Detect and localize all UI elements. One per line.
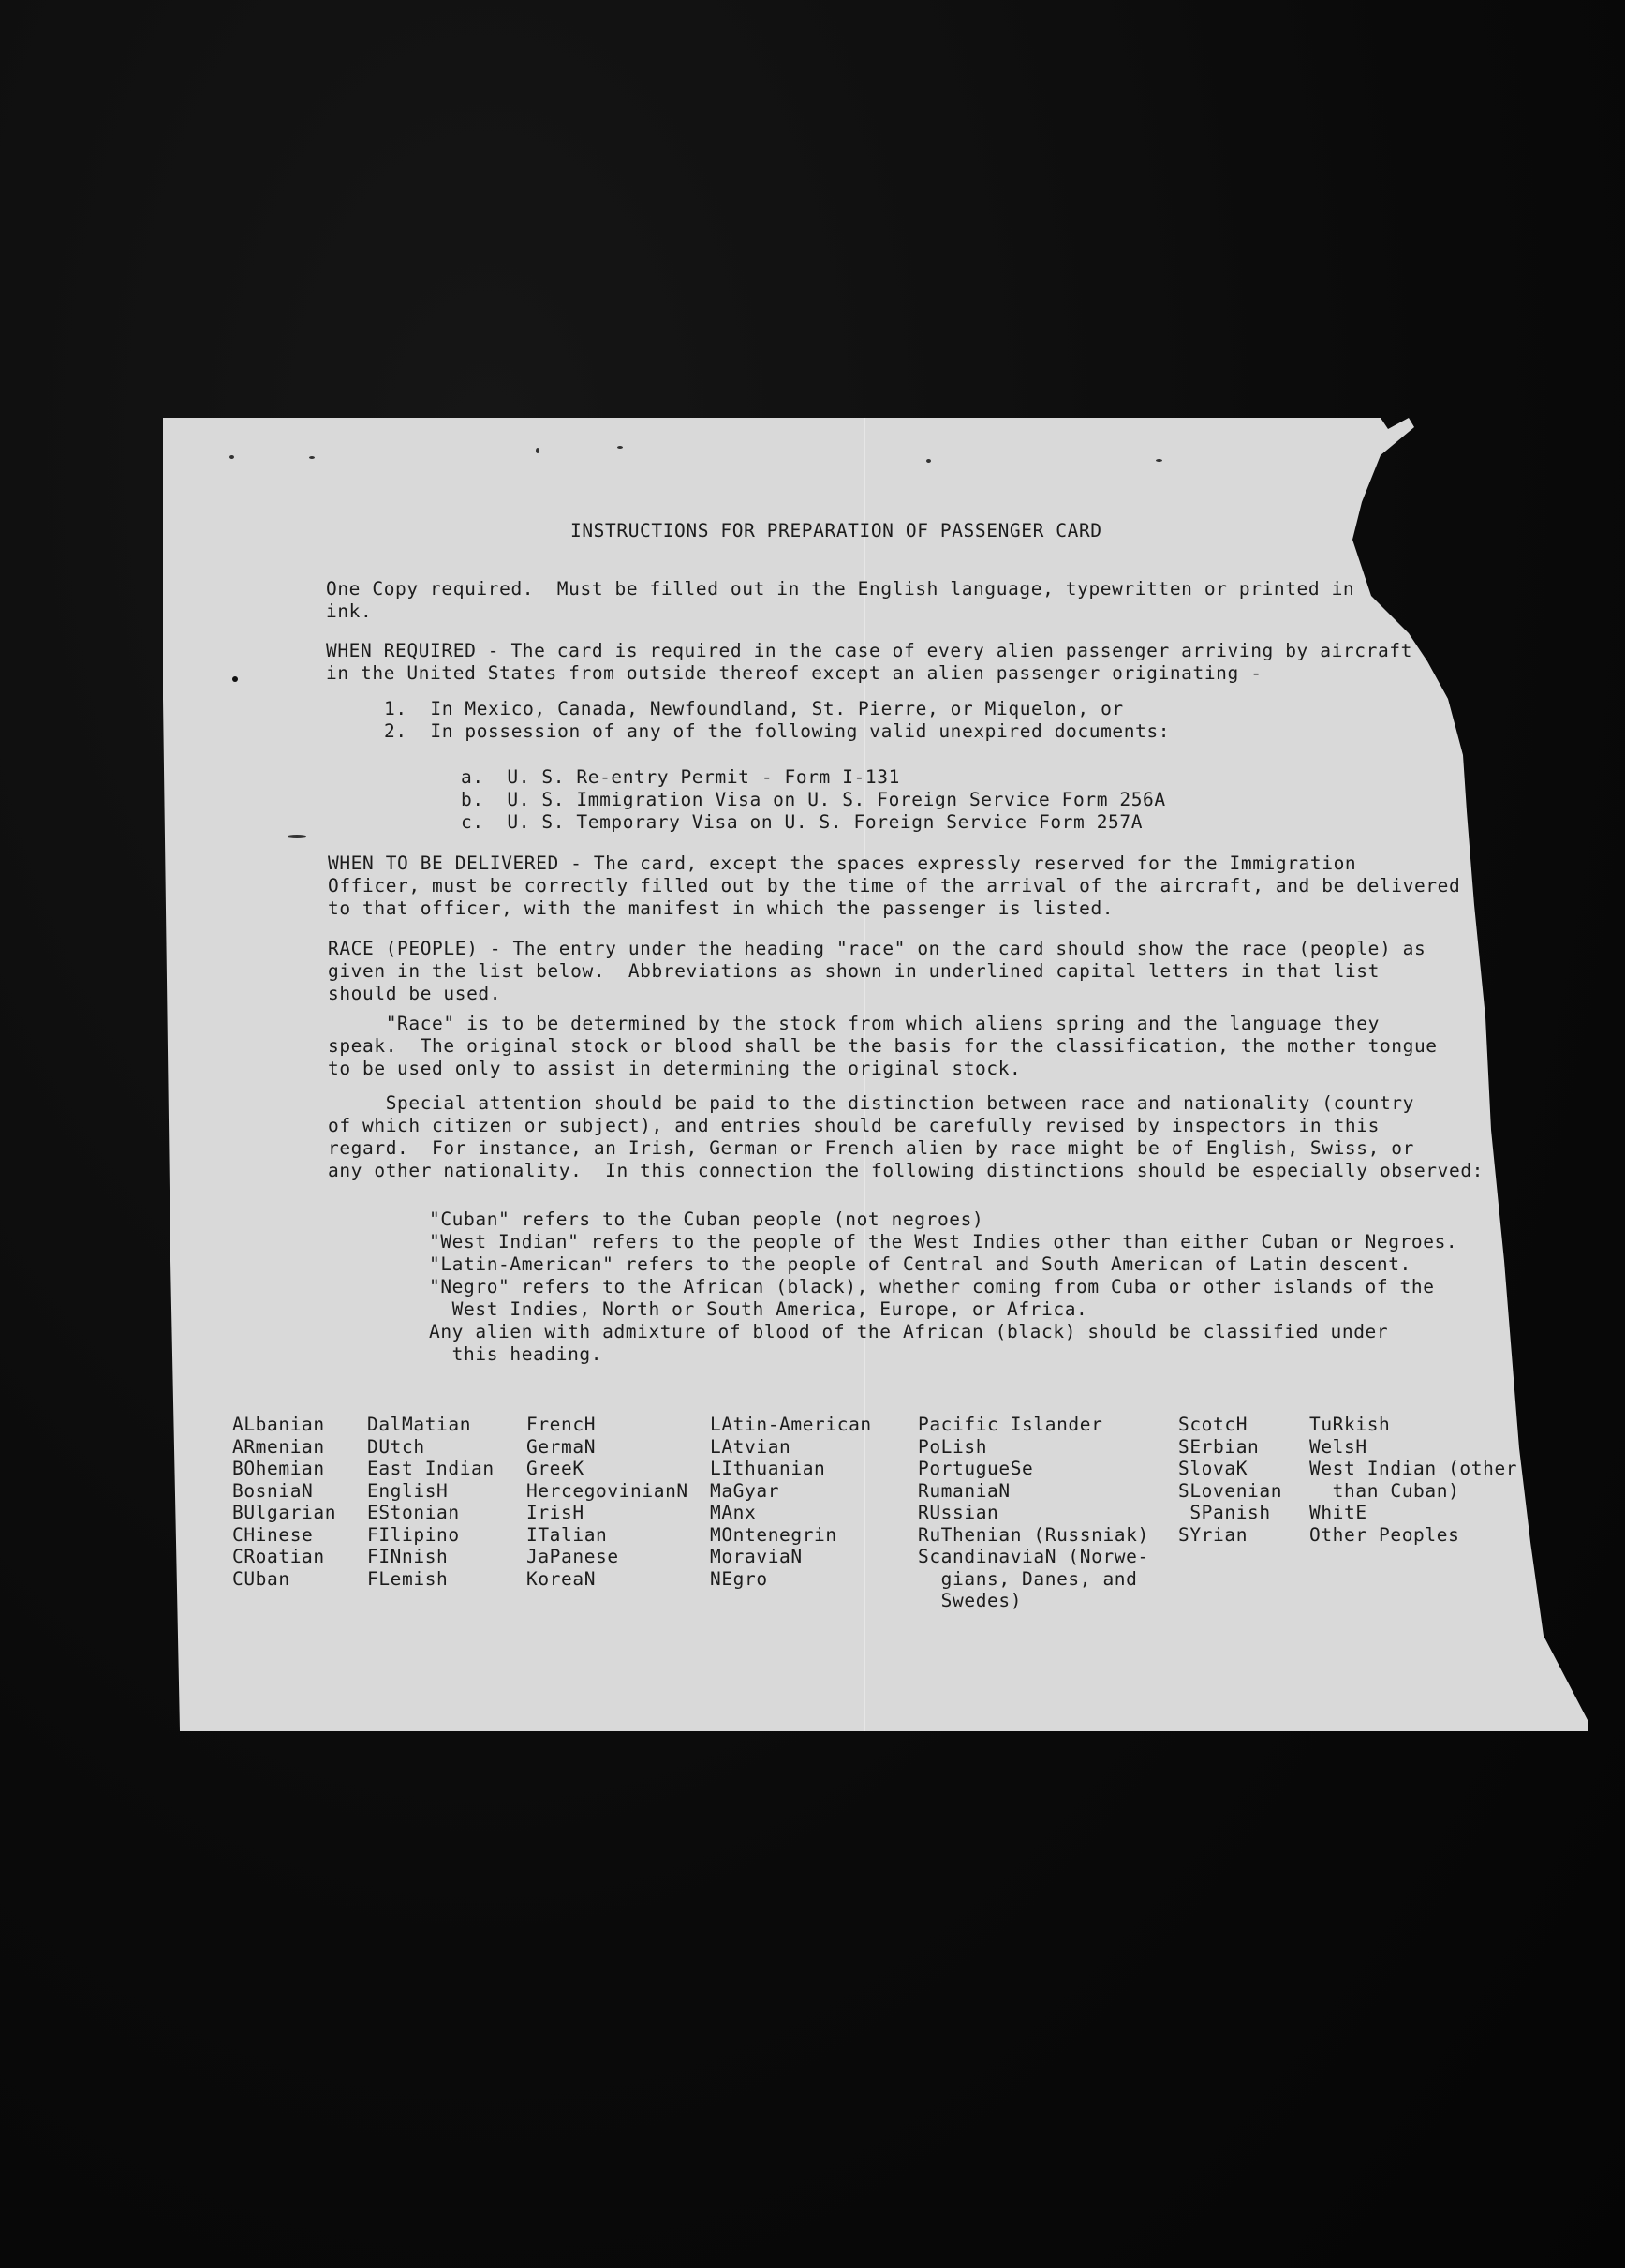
speck-mark — [1156, 459, 1162, 462]
race-list-column-4 — [710, 1414, 872, 1590]
race-list-item: EStonian — [367, 1502, 460, 1523]
race-list-item: MAnx — [710, 1502, 757, 1523]
race-stock-text: "Race" is to be determined by the stock from which aliens spring and the language they speak. The original stock or blood shall be the basis for the classification, the mother tongue to be used only to assist in determining the original stock. — [328, 1013, 1438, 1079]
race-list-item: KoreaN — [526, 1567, 597, 1590]
lettered-documents: a. U. S. Re-entry Permit - Form I-131 b. U. S. Immigration Visa on U. S. Foreign Service Form 256A c. U. S. Temporary Visa on U. S. Foreign Service Form 257A — [461, 766, 1166, 833]
race-list-item: TuRkish — [1309, 1414, 1391, 1435]
race-list-item: West Indian (other — [1309, 1458, 1518, 1479]
race-list-item: MoraviaN — [710, 1546, 803, 1567]
race-list-column-6 — [1178, 1414, 1282, 1546]
race-list-item: LAtvian — [710, 1435, 791, 1458]
race-list-item: WelsH — [1309, 1435, 1367, 1458]
race-list-item: HercegovinianN — [526, 1479, 688, 1502]
bullet-dot — [232, 676, 238, 682]
race-list-item: CRoatian — [232, 1546, 325, 1567]
race-list-item: GreeK — [526, 1458, 584, 1479]
numbered-conditions: 1. In Mexico, Canada, Newfoundland, St. Pierre, or Miquelon, or 2. In possession of any of the following valid unexpired documents: — [384, 698, 1171, 742]
when-required-text: WHEN REQUIRED - The card is required in the case of every alien passenger arriving by aircraft in the United States from outside thereof except an alien passenger originating - — [326, 640, 1412, 684]
race-list-item: Swedes) — [918, 1590, 1023, 1611]
race-list-item: LAtin-American — [710, 1414, 872, 1435]
race-list-item: CHinese — [232, 1523, 314, 1546]
race-list-item: GermaN — [526, 1435, 597, 1458]
race-list-item: DalMatian — [367, 1414, 472, 1435]
race-list-item: WhitE — [1309, 1502, 1367, 1523]
race-list-item: DUtch — [367, 1435, 425, 1458]
page-title: INSTRUCTIONS FOR PREPARATION OF PASSENGER CARD — [570, 520, 1102, 541]
when-delivered-text: WHEN TO BE DELIVERED - The card, except the spaces expressly reserved for the Immigration Officer, must be correctly filled out by the time of the arrival of the aircraft, and be delivered to that officer, with the manifest in which the passenger is listed. — [328, 852, 1461, 919]
speck-mark — [309, 456, 315, 459]
race-list-item: RuThenian (Russniak) — [918, 1523, 1149, 1546]
race-list-item: FrencH — [526, 1414, 597, 1435]
race-list-column-2 — [367, 1414, 495, 1590]
race-list-column-3 — [526, 1414, 688, 1590]
race-list-item: SlovaK — [1178, 1458, 1248, 1479]
speck-mark — [926, 459, 931, 463]
race-list-item: SErbian — [1178, 1435, 1260, 1458]
race-list-column-1 — [232, 1414, 336, 1590]
race-list-column-7 — [1309, 1414, 1517, 1546]
race-list-item: PortugueSe — [918, 1458, 1034, 1479]
speck-mark — [229, 455, 234, 459]
race-list-item: FLemish — [367, 1567, 449, 1590]
race-list-item: FINnish — [367, 1546, 449, 1567]
race-list-item: SYrian — [1178, 1523, 1248, 1546]
race-list-item: BosniaN — [232, 1479, 314, 1502]
race-definitions: "Cuban" refers to the Cuban people (not negroes) "West Indian" refers to the people of the West Indies other than either Cuban or Negroes. "Latin-American" refers to the people of Central and South American of Latin descent. "Negro" refers to the African (black), whether coming from Cuba or other islands of the West Indies, North or South America, Europe, or Africa. Any alien with admixture of blood of the African (black) should be classified under this heading. — [429, 1208, 1458, 1365]
race-list-item: ALbanian — [232, 1414, 325, 1435]
race-list-item: East Indian — [367, 1458, 495, 1479]
race-list-item: PoLish — [918, 1435, 988, 1458]
race-list-item: ScandinaviaN (Norwe- — [918, 1546, 1149, 1567]
race-list-column-5 — [918, 1414, 1149, 1612]
race-people-text: RACE (PEOPLE) - The entry under the heading "race" on the card should show the race (people) as given in the list below. Abbreviations as shown in underlined capital letters in that list should be used. — [328, 938, 1426, 1004]
copy-requirement-text: One Copy required. Must be filled out in the English language, typewritten or printed in ink. — [326, 578, 1355, 622]
race-list-item: than Cuban) — [1309, 1479, 1460, 1502]
race-list-item: BOhemian — [232, 1458, 325, 1479]
special-attention-text: Special attention should be paid to the distinction between race and nationality (country of which citizen or subject), and entries should be carefully revised by inspectors in this regard. For instance, an Irish, German or French alien by race might be of English, Swiss, or any other nationality. In this connection the following distinctions should be especially observed: — [328, 1092, 1484, 1181]
race-list-item: Other Peoples — [1309, 1523, 1460, 1546]
race-list-item: ScotcH — [1178, 1414, 1248, 1435]
race-list-item: Pacific Islander — [918, 1414, 1103, 1435]
race-list-item: MOntenegrin — [710, 1523, 837, 1546]
speck-mark — [536, 448, 539, 453]
race-list-item: IrisH — [526, 1502, 584, 1523]
race-list-item: JaPanese — [526, 1546, 619, 1567]
race-list-item: ITalian — [526, 1523, 608, 1546]
race-list-item: NEgro — [710, 1567, 768, 1590]
race-list-item: CUban — [232, 1567, 290, 1590]
race-list-item: LIthuanian — [710, 1458, 826, 1479]
race-list-item: BUlgarian — [232, 1502, 337, 1523]
speck-mark — [617, 446, 623, 449]
race-list-item: MaGyar — [710, 1479, 780, 1502]
race-list-item: EnglisH — [367, 1479, 449, 1502]
race-list-item: SPanish — [1178, 1502, 1271, 1523]
speck-mark — [288, 835, 306, 838]
race-list-item: gians, Danes, and — [918, 1567, 1138, 1590]
race-list-item: RumaniaN — [918, 1479, 1011, 1502]
race-list-item: RUssian — [918, 1502, 999, 1523]
race-list-item: ARmenian — [232, 1435, 325, 1458]
race-list-item: SLovenian — [1178, 1479, 1283, 1502]
race-list-item: FIlipino — [367, 1523, 460, 1546]
